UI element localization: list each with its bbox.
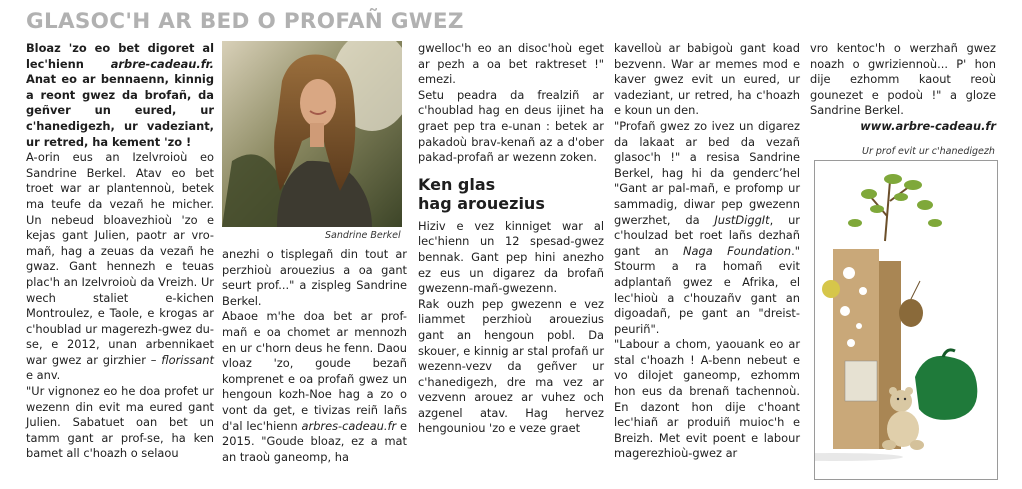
body-paragraph: kavelloù ar babigoù gant koad bezvenn. War ar memes mod e kaver gwez evit un eured, ur vadeziant, ur retred, ha c'hoazh e koun un den. <box>614 41 800 118</box>
portrait-photo <box>222 41 402 227</box>
lead-paragraph: Bloaz 'zo eo bet digoret al lec'hienn arbre-cadeau.fr. Anat eo ar bennaenn, kinnig a reont gwez da brofañ, da geñver un eured, ur c'hanedigezh, ur vadeziant, ur retred, ha kement 'zo ! <box>26 41 214 149</box>
portrait-illustration <box>222 41 402 227</box>
column-2 <box>222 247 407 465</box>
lead-site-name: arbre-cadeau.fr. <box>110 56 214 71</box>
article-headline: GLASOC'H AR BED O PROFAÑ GWEZ <box>26 9 464 34</box>
body-paragraph: vro kentoc'h o werzhañ gwez noazh o gwriziennoù... P' hon dije ezhomm kaout reoù gounezet e podoù !" a gloze Sandrine Berkel. <box>810 41 996 118</box>
body-paragraph: "Profañ gwez zo ivez un digarez da lakaat ar bed da vezañ glasoc'h !" a resisa Sandrine Berkel, hag hi da gendercʼhel "Gant ar pal-mañ, e profomp ur sammadig, diwar pep gwezenn gwerzhet, da JustDiggIt, ur c'houlzad bet roet lañs dezhañ gant an Naga Foundation." Stourm a ra homañ evit adplantañ gwez e Afrika, el lec'hioù a c'houzañv gant an digoadañ, pe gant an "dreist-peuriñ". <box>614 118 800 336</box>
body-paragraph: "Labour a chom, yaouank eo ar stal c'hoazh ! A-benn nebeut e vo dilojet ganeomp, ezhomm hon eus da brenañ tachennoù. En dazont hon dije c'hoant lec'hiañ ar produiñ muioc'h e Breizh. Met evit poent e labour magerezhioù-gwez ar <box>614 337 800 461</box>
body-paragraph: Rak ouzh pep gwezenn e vez liammet perzhioù arouezius gant an hengoun pobl. Da skouer, e kinnig ar stal profañ ur wezenn-vezv da geñver ur c'hanedigezh, dre ma vez ar vezvenn arouez ar vuhez och azgenel atav. Hag hervez hengouniou 'zo e veze graet <box>418 296 604 436</box>
photo-caption: Sandrine Berkel <box>325 230 401 241</box>
gift-box-illustration <box>815 161 998 480</box>
column-1 <box>26 41 214 462</box>
body-paragraph: "Ur vignonez eo he doa profet ur wezenn din evit ma eured gant Julien. Sabatuet oan bet un tamm gant ar prof-se, ha ken bamet all c'hoazh o selaou <box>26 384 214 461</box>
website-link[interactable]: www.arbre-cadeau.fr <box>860 118 996 133</box>
body-paragraph: Hiziv e vez kinniget war al lec'hienn un 12 spesad-gwez bennak. Gant pep hini anezho ez eus un digarez da brofañ gwezenn-mañ-gwezenn. <box>418 218 604 296</box>
column-4 <box>614 41 800 462</box>
product-caption: Ur prof evit ur c'hanedigezh <box>862 146 995 157</box>
section-subheading: Ken glas hag arouezius <box>418 174 545 213</box>
column-3 <box>418 41 604 437</box>
body-paragraph: A-orin eus an Izelvroioù eo Sandrine Berkel. Atav eo bet troet war ar plantennoù, betek ma teufe da vezañ he micher. Un nebeud bloavezhioù 'zo e kejas gant Julien, paotr ar vro-mañ, hag a zeuas da vezañ he gwaz. Gant hennezh e teuas plac'h an Izelvroioù da Vreizh. Ur wech staliet e-kichen Montroulez, e Taole, e krogas ar c'houblad ur magerezh-gwez du-se, e 2012, unan arbennikaet war gwez ar girzhier – florissant e anv. <box>26 150 214 383</box>
body-paragraph: Setu peadra da frealziñ ar c'houblad hag en deus ijinet ha graet pep tra e-unan : betek ar pakadoù brav-kenañ az a d'ober pakad-profañ ar wezenn zoken. <box>418 87 604 165</box>
body-paragraph: Abaoe m'he doa bet ar prof-mañ e oa chomet ar mennozh en ur c'horn deus he fenn. Daou vloaz 'zo, goude bezañ komprenet e oa profañ gwez un hengoun kozh-Noe hag a zo o vont da get, e tivizas reiñ lañs d'al lec'hienn arbres-cadeau.fr e 2015. "Goude bloaz, ez a mat an traoù ganeomp, ha <box>222 309 407 464</box>
body-paragraph: gwelloc'h eo an disoc'hoù eget ar pezh a oa bet raktreset !" emezi. <box>418 41 604 87</box>
product-photo <box>814 160 998 480</box>
column-5 <box>810 41 996 135</box>
body-paragraph: anezhi o tisplegañ din tout ar perzhioù arouezius a oa gant seurt prof..." a zispleg Sandrine Berkel. <box>222 247 407 308</box>
